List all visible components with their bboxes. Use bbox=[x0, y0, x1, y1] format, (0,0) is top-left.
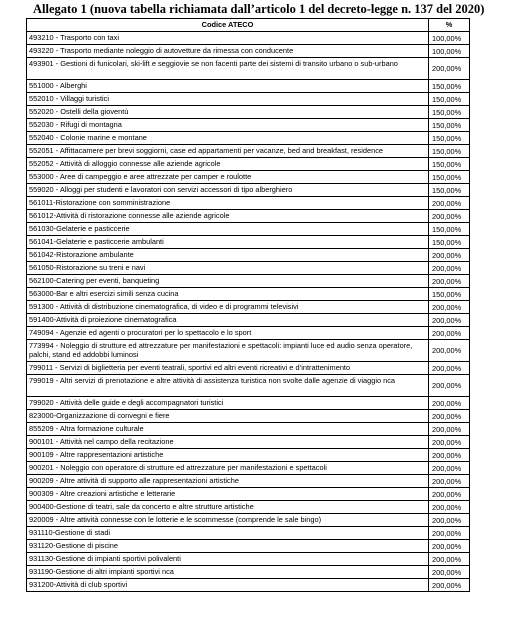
percentage-cell: 150,00% bbox=[429, 145, 470, 158]
ateco-table bbox=[26, 18, 470, 592]
ateco-description-cell: 561011-Ristorazione con somministrazione bbox=[27, 197, 429, 210]
table-row bbox=[27, 566, 470, 579]
table-row bbox=[27, 475, 470, 488]
percentage-cell: 200,00% bbox=[429, 449, 470, 462]
percentage-cell: 150,00% bbox=[429, 132, 470, 145]
percentage-cell: 200,00% bbox=[429, 301, 470, 314]
percentage-cell: 150,00% bbox=[429, 158, 470, 171]
ateco-description-cell: 493220 - Trasporto mediante noleggio di autovetture da rimessa con conducente bbox=[27, 45, 429, 58]
percentage-cell: 200,00% bbox=[429, 197, 470, 210]
percentage-cell: 200,00% bbox=[429, 362, 470, 375]
percentage-cell: 200,00% bbox=[429, 566, 470, 579]
table-row bbox=[27, 410, 470, 423]
percentage-cell: 200,00% bbox=[429, 553, 470, 566]
table-row bbox=[27, 210, 470, 223]
ateco-description-cell: 931190-Gestione di altri impianti sportivi nca bbox=[27, 566, 429, 579]
ateco-description-cell: 561041-Gelaterie e pasticcerie ambulanti bbox=[27, 236, 429, 249]
ateco-description-cell: 591300 - Attività di distribuzione cinematografica, di video e di programmi televisivi bbox=[27, 301, 429, 314]
percentage-cell: 200,00% bbox=[429, 249, 470, 262]
ateco-description-cell: 591400-Attività di proiezione cinematografica bbox=[27, 314, 429, 327]
percentage-cell: 150,00% bbox=[429, 171, 470, 184]
table-row bbox=[27, 275, 470, 288]
ateco-description-cell: 855209 - Altra formazione culturale bbox=[27, 423, 429, 436]
table-row bbox=[27, 288, 470, 301]
table-row bbox=[27, 514, 470, 527]
ateco-description-cell: 900400-Gestione di teatri, sale da concerto e altre strutture artistiche bbox=[27, 501, 429, 514]
ateco-description-cell: 561050-Ristorazione su treni e navi bbox=[27, 262, 429, 275]
table-row bbox=[27, 223, 470, 236]
percentage-cell: 200,00% bbox=[429, 340, 470, 362]
percentage-cell: 200,00% bbox=[429, 58, 470, 80]
percentage-cell: 150,00% bbox=[429, 119, 470, 132]
table-row bbox=[27, 449, 470, 462]
table-row bbox=[27, 579, 470, 592]
ateco-description-cell: 552030 - Rifugi di montagna bbox=[27, 119, 429, 132]
table-row bbox=[27, 375, 470, 397]
ateco-description-cell: 773994 - Noleggio di strutture ed attrezzature per manifestazioni e spettacoli: impianti luce ed audio senza operatore, palchi, stand ed addobbi luminosi bbox=[27, 340, 429, 362]
header-codice-ateco: Codice ATECO bbox=[27, 19, 429, 32]
table-row bbox=[27, 58, 470, 80]
percentage-cell: 200,00% bbox=[429, 275, 470, 288]
ateco-description-cell: 552040 - Colonie marine e montane bbox=[27, 132, 429, 145]
percentage-cell: 200,00% bbox=[429, 314, 470, 327]
ateco-description-cell: 900109 - Altre rappresentazioni artistiche bbox=[27, 449, 429, 462]
percentage-cell: 150,00% bbox=[429, 80, 470, 93]
percentage-cell: 150,00% bbox=[429, 288, 470, 301]
ateco-description-cell: 561042-Ristorazione ambulante bbox=[27, 249, 429, 262]
table-row bbox=[27, 171, 470, 184]
table-row bbox=[27, 93, 470, 106]
ateco-description-cell: 900209 - Altre attività di supporto alle rappresentazioni artistiche bbox=[27, 475, 429, 488]
table-row bbox=[27, 397, 470, 410]
table-row bbox=[27, 262, 470, 275]
table-row bbox=[27, 423, 470, 436]
table-row bbox=[27, 501, 470, 514]
percentage-cell: 200,00% bbox=[429, 210, 470, 223]
percentage-cell: 200,00% bbox=[429, 527, 470, 540]
table-row bbox=[27, 32, 470, 45]
ateco-description-cell: 749094 - Agenzie ed agenti o procuratori per lo spettacolo e lo sport bbox=[27, 327, 429, 340]
table-row bbox=[27, 197, 470, 210]
ateco-description-cell: 920009 - Altre attività connesse con le lotterie e le scommesse (comprende le sale bingo) bbox=[27, 514, 429, 527]
table-row bbox=[27, 540, 470, 553]
percentage-cell: 150,00% bbox=[429, 106, 470, 119]
ateco-description-cell: 552020 - Ostelli della gioventù bbox=[27, 106, 429, 119]
table-header-row bbox=[27, 19, 470, 32]
table-row bbox=[27, 462, 470, 475]
percentage-cell: 150,00% bbox=[429, 223, 470, 236]
ateco-description-cell: 931200-Attività di club sportivi bbox=[27, 579, 429, 592]
table-row bbox=[27, 158, 470, 171]
ateco-description-cell: 552052 - Attività di alloggio connesse alle aziende agricole bbox=[27, 158, 429, 171]
ateco-description-cell: 799011 - Servizi di biglietteria per eventi teatrali, sportivi ed altri eventi ricreativi e d’intrattenimento bbox=[27, 362, 429, 375]
table-row bbox=[27, 527, 470, 540]
table-row bbox=[27, 327, 470, 340]
ateco-description-cell: 823000-Organizzazione di convegni e fiere bbox=[27, 410, 429, 423]
percentage-cell: 200,00% bbox=[429, 327, 470, 340]
table-row bbox=[27, 249, 470, 262]
table-row bbox=[27, 340, 470, 362]
percentage-cell: 150,00% bbox=[429, 184, 470, 197]
ateco-description-cell: 551000 - Alberghi bbox=[27, 80, 429, 93]
ateco-description-cell: 799020 - Attività delle guide e degli accompagnatori turistici bbox=[27, 397, 429, 410]
percentage-cell: 100,00% bbox=[429, 45, 470, 58]
table-row bbox=[27, 553, 470, 566]
table-row bbox=[27, 132, 470, 145]
percentage-cell: 200,00% bbox=[429, 540, 470, 553]
header-percent: % bbox=[429, 19, 470, 32]
ateco-description-cell: 900201 - Noleggio con operatore di strutture ed attrezzature per manifestazioni e spettacoli bbox=[27, 462, 429, 475]
table-row bbox=[27, 145, 470, 158]
ateco-description-cell: 562100-Catering per eventi, banqueting bbox=[27, 275, 429, 288]
ateco-description-cell: 931130-Gestione di impianti sportivi polivalenti bbox=[27, 553, 429, 566]
ateco-description-cell: 553000 - Aree di campeggio e aree attrezzate per camper e roulotte bbox=[27, 171, 429, 184]
table-row bbox=[27, 45, 470, 58]
ateco-description-cell: 900101 - Attività nel campo della recitazione bbox=[27, 436, 429, 449]
percentage-cell: 200,00% bbox=[429, 397, 470, 410]
table-row bbox=[27, 80, 470, 93]
ateco-description-cell: 561030-Gelaterie e pasticcerie bbox=[27, 223, 429, 236]
table-row bbox=[27, 184, 470, 197]
percentage-cell: 200,00% bbox=[429, 475, 470, 488]
table-row bbox=[27, 362, 470, 375]
table-row bbox=[27, 106, 470, 119]
table-row bbox=[27, 314, 470, 327]
table-row bbox=[27, 436, 470, 449]
ateco-description-cell: 799019 - Altri servizi di prenotazione e altre attività di assistenza turistica non svolte dalle agenzie di viaggio nca bbox=[27, 375, 429, 397]
percentage-cell: 200,00% bbox=[429, 514, 470, 527]
ateco-description-cell: 900309 - Altre creazioni artistiche e letterarie bbox=[27, 488, 429, 501]
percentage-cell: 200,00% bbox=[429, 579, 470, 592]
percentage-cell: 200,00% bbox=[429, 501, 470, 514]
ateco-description-cell: 493901 - Gestioni di funicolari, ski-lift e seggiovie se non facenti parte dei sistemi di transito urbano o sub-urbano bbox=[27, 58, 429, 80]
table-row bbox=[27, 488, 470, 501]
percentage-cell: 150,00% bbox=[429, 93, 470, 106]
percentage-cell: 200,00% bbox=[429, 488, 470, 501]
ateco-description-cell: 552051 - Affittacamere per brevi soggiorni, case ed appartamenti per vacanze, bed and breakfast, residence bbox=[27, 145, 429, 158]
table-row bbox=[27, 301, 470, 314]
percentage-cell: 100,00% bbox=[429, 32, 470, 45]
percentage-cell: 150,00% bbox=[429, 236, 470, 249]
ateco-description-cell: 493210 - Trasporto con taxi bbox=[27, 32, 429, 45]
ateco-description-cell: 563000-Bar e altri esercizi simili senza cucina bbox=[27, 288, 429, 301]
percentage-cell: 200,00% bbox=[429, 262, 470, 275]
percentage-cell: 200,00% bbox=[429, 462, 470, 475]
table-body bbox=[27, 32, 470, 592]
ateco-description-cell: 552010 - Villaggi turistici bbox=[27, 93, 429, 106]
ateco-description-cell: 931120-Gestione di piscine bbox=[27, 540, 429, 553]
table-row bbox=[27, 119, 470, 132]
table-row bbox=[27, 236, 470, 249]
percentage-cell: 200,00% bbox=[429, 375, 470, 397]
percentage-cell: 200,00% bbox=[429, 423, 470, 436]
ateco-description-cell: 559020 - Alloggi per studenti e lavoratori con servizi accessori di tipo alberghiero bbox=[27, 184, 429, 197]
ateco-description-cell: 561012-Attività di ristorazione connesse alle aziende agricole bbox=[27, 210, 429, 223]
page-title: Allegato 1 (nuova tabella richiamata dall’articolo 1 del decreto-legge n. 137 del 2020) bbox=[33, 2, 485, 16]
percentage-cell: 200,00% bbox=[429, 436, 470, 449]
ateco-description-cell: 931110-Gestione di stadi bbox=[27, 527, 429, 540]
percentage-cell: 200,00% bbox=[429, 410, 470, 423]
